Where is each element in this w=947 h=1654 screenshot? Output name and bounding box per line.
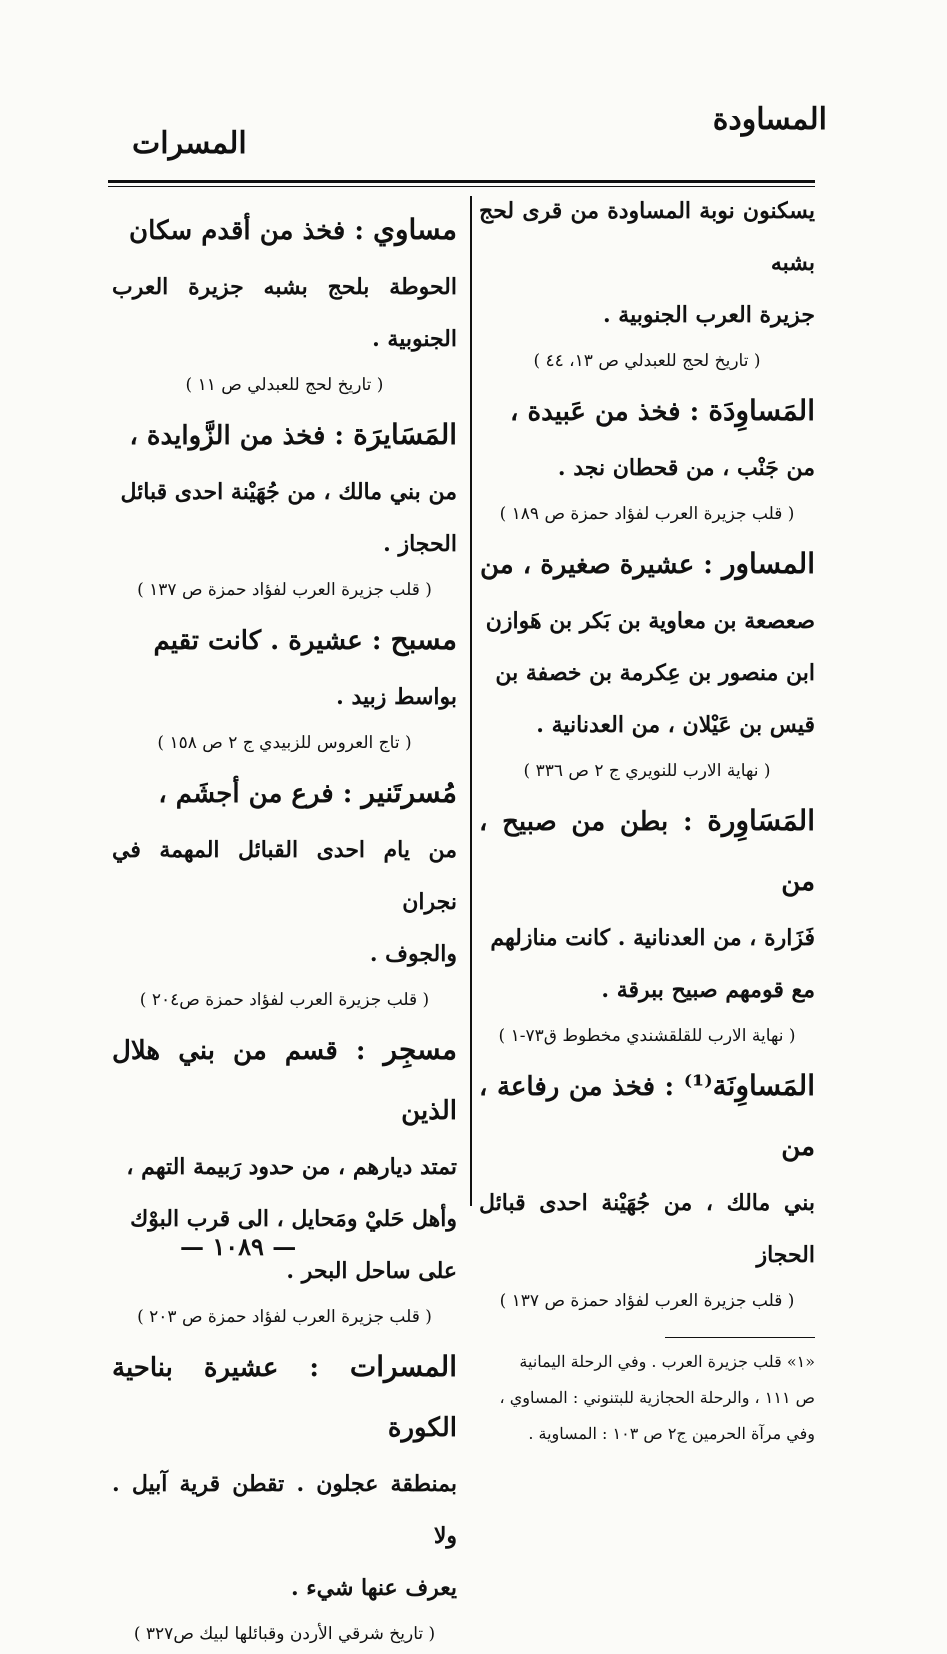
source-citation: ( تاريخ شرقي الأردن وقبائلها لبيك ص٣٢٧ ) [133, 1624, 436, 1644]
text-line: بمنطقة عجلون . تقطن قرية آبيل . ولا [112, 1471, 457, 1549]
entry-heading [112, 763, 457, 824]
entry-definition: : فخذ من أقدم سكان [129, 216, 374, 246]
entry-heading [112, 200, 457, 261]
text-line: يسكنون نوبة المساودة من قرى لحج بشبه [479, 198, 815, 276]
column-divider [470, 196, 472, 1206]
entry-heading [479, 1056, 815, 1177]
text-line: قيس بن عَيْلان ، من العدنانية . [536, 712, 815, 738]
entry-term: مسبح [390, 623, 457, 656]
running-header-left: المسرات [132, 126, 247, 161]
entry-term: المَسَايرَة [353, 418, 457, 451]
entry-heading [479, 534, 815, 595]
source-citation: ( قلب جزيرة العرب لفؤاد حمزة ص ٢٠٣ ) [137, 1307, 432, 1327]
footnote-rule [665, 1337, 815, 1338]
entry-term: المَساوِدَة [708, 394, 815, 427]
entry-definition: : بطن من صبيح ، من [479, 807, 815, 897]
entry-definition: : قسم من بني هلال الذين [112, 1036, 457, 1126]
source-citation: ( نهاية الارب للنويري ج ٢ ص ٣٣٦ ) [523, 761, 771, 781]
footnote-line: وفي مرآة الحرمين ج٢ ص ١٠٣ : المساوية . [528, 1424, 815, 1443]
footnote-line: «١» قلب جزيرة العرب . وفي الرحلة اليمانية [519, 1352, 815, 1371]
source-citation: ( نهاية الارب للقلقشندي مخطوط ق٧٣-١ ) [498, 1026, 796, 1046]
text-line: جزيرة العرب الجنوبية . [602, 302, 815, 328]
footnote-line: ص ١١١ ، والرحلة الحجازية للبتنوني : المساوي ، [499, 1388, 815, 1407]
left-column [112, 200, 457, 1654]
text-line: فَزَارة ، من العدنانية . كانت منازلهم [490, 925, 815, 951]
text-line: وأهل حَليْ ومَحايل ، الى قرب البوْك [130, 1206, 457, 1232]
text-line: من يام احدى القبائل المهمة في نجران [112, 837, 457, 915]
text-line: على ساحل البحر . [286, 1258, 457, 1284]
entry-definition: : عشيرة صغيرة ، من [480, 550, 722, 580]
entry-heading [112, 610, 457, 671]
entry-term: مسجِر [383, 1033, 457, 1066]
text-line: الحجاز . [383, 531, 457, 557]
text-line: بني مالك ، من جُهَيْنة احدى قبائل الحجاز [479, 1190, 815, 1268]
running-header-right: المساودة [712, 102, 827, 137]
text-line: الحوطة بلحج بشبه جزيرة العرب الجنوبية . [112, 274, 457, 352]
entry-term: المسرات [349, 1350, 457, 1383]
entry-term: المساور [721, 547, 815, 580]
entry-term: المَسَاوِرة [707, 804, 815, 837]
entry-definition: : فخذ من الزَّوايدة ، [129, 421, 354, 451]
source-citation: ( قلب جزيرة العرب لفؤاد حمزة ص ١٣٧ ) [499, 1291, 795, 1311]
page-number: — ١٠٨٩ — [180, 1232, 297, 1261]
text-line: من بني مالك ، من جُهَيْنة احدى قبائل [120, 479, 457, 505]
text-line: يعرف عنها شيء . [290, 1575, 457, 1601]
entry-heading [112, 405, 457, 466]
entry-heading [112, 1020, 457, 1141]
entry-definition: : فخذ من رفاعة ، من [479, 1072, 815, 1162]
header-rule-thick [108, 180, 815, 183]
text-line: مع قومهم صبيح ببرقة . [601, 977, 815, 1003]
text-line: بواسط زبيد . [336, 684, 457, 710]
text-line: والجوف . [369, 941, 457, 967]
source-citation: ( قلب جزيرة العرب لفؤاد حمزة ص ١٨٩ ) [499, 504, 795, 524]
source-citation: ( تاريخ لحج للعبدلي ص ١٣، ٤٤ ) [533, 351, 761, 371]
source-citation: ( تاريخ لحج للعبدلي ص ١١ ) [185, 375, 384, 395]
entry-term: المَساوِنَة⁽¹⁾ [683, 1069, 815, 1102]
entry-heading [479, 791, 815, 912]
text-line: ابن منصور بن عِكرمة بن خصفة بن [495, 660, 815, 686]
source-citation: ( تاج العروس للزبيدي ج ٢ ص ١٥٨ ) [157, 733, 412, 753]
entry-heading [112, 1337, 457, 1458]
text-line: تمتد ديارهم ، من حدود رَبيمة التهم ، [126, 1154, 457, 1180]
text-line: من جَنْب ، من قحطان نجد . [557, 455, 815, 481]
right-column [479, 185, 815, 1452]
source-citation: ( قلب جزيرة العرب لفؤاد حمزة ص ١٣٧ ) [137, 580, 432, 600]
text-line: صعصعة بن معاوية بن بَكر بن هَوازن [485, 608, 815, 634]
entry-definition: : عشيرة بناحية الكورة [112, 1353, 457, 1443]
entry-definition: : فخذ من عَبيدة ، [510, 397, 709, 427]
entry-term: مُسرتَنير [361, 776, 457, 809]
entry-term: مساوي [373, 213, 457, 246]
entry-definition: : عشيرة . كانت تقيم [153, 626, 391, 656]
entry-heading [479, 381, 815, 442]
entry-definition: : فرع من أجشَم ، [158, 779, 362, 809]
source-citation: ( قلب جزيرة العرب لفؤاد حمزة ص٢٠٤ ) [139, 990, 430, 1010]
